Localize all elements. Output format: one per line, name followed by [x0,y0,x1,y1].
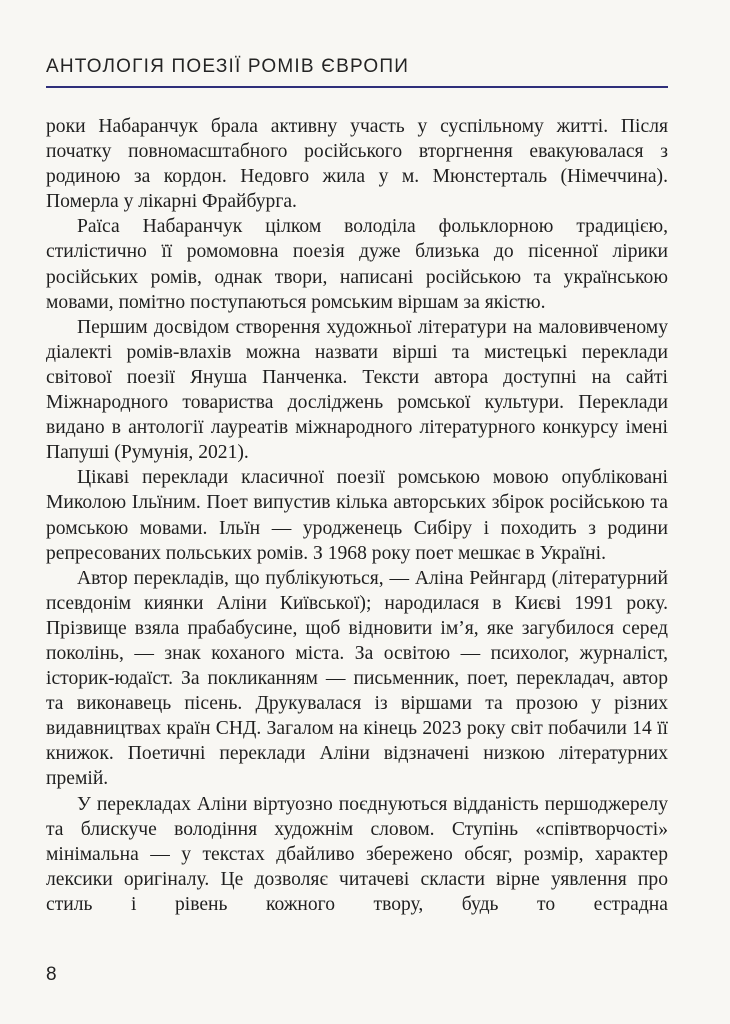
paragraph: Автор перекладів, що публікуються, — Аліна Рейнгард (літературний псевдонім киянки Аліни Київської); народилася в Києві 1991 року. Прізвище взяла прабабусине, щоб відновити ім’я, яке загубилося серед поколінь, — знак коханого міста. За освітою — психолог, журналіст, історик-юдаїст. За покликанням — письменник, поет, перекладач, автор та виконавець пісень. Друкувалася із віршами та прозою у різних видавництвах країн СНД. Загалом на кінець 2023 року світ побачили 14 її книжок. Поетичні переклади Аліни відзначені низкою літературних премій. [46,567,668,790]
paragraph: Цікаві переклади класичної поезії ромською мовою опубліковані Миколою Ільїним. Поет випустив кілька авторських збірок російською та ромською мовами. Ільїн — уродженець Сибіру і походить з родини репресованих польських ромів. З 1968 року поет мешкає в Україні. [46,467,668,564]
paragraph-continuation: роки Набаранчук брала активну участь у суспільному житті. Після початку повномасштабного російського вторгнення евакуювалася з родиною за кордон. Недовго жила у м. Мюнстерталь (Німеччина). Померла у лікарні Фрайбурга. [46,116,668,213]
body-text [46,114,668,917]
running-header: АНТОЛОГІЯ ПОЕЗІЇ РОМІВ ЄВРОПИ [46,56,410,77]
paragraph-continues: У перекладах Аліни віртуозно поєднуються відданість першоджерелу та блискуче володіння художнім словом. Ступінь «співтворчості» мінімальна — у текстах дбайливо збережено обсяг, розмір, характер лексики оригіналу. Це дозволяє читачеві скласти вірне уявлення про стиль і рівень кожного твору, будь то естрадна [46,793,668,915]
page-number: 8 [46,964,57,985]
paragraph: Раїса Набаранчук цілком володіла фольклорною традицією, стилістично її ромомовна поезія дуже близька до пісенної лірики російських ромів, однак твори, написані російською та українською мовами, помітно поступаються ромським віршам за якістю. [46,216,668,313]
header-rule [46,86,668,88]
paragraph: Першим досвідом створення художньої літератури на маловивченому діалекті ромів-влахів можна назвати вірші та мистецькі переклади світової поезії Януша Панченка. Тексти автора доступні на сайті Міжнародного товариства досліджень ромської культури. Переклади видано в антології лауреатів міжнародного літературного конкурсу імені Папуші (Румунія, 2021). [46,316,668,464]
